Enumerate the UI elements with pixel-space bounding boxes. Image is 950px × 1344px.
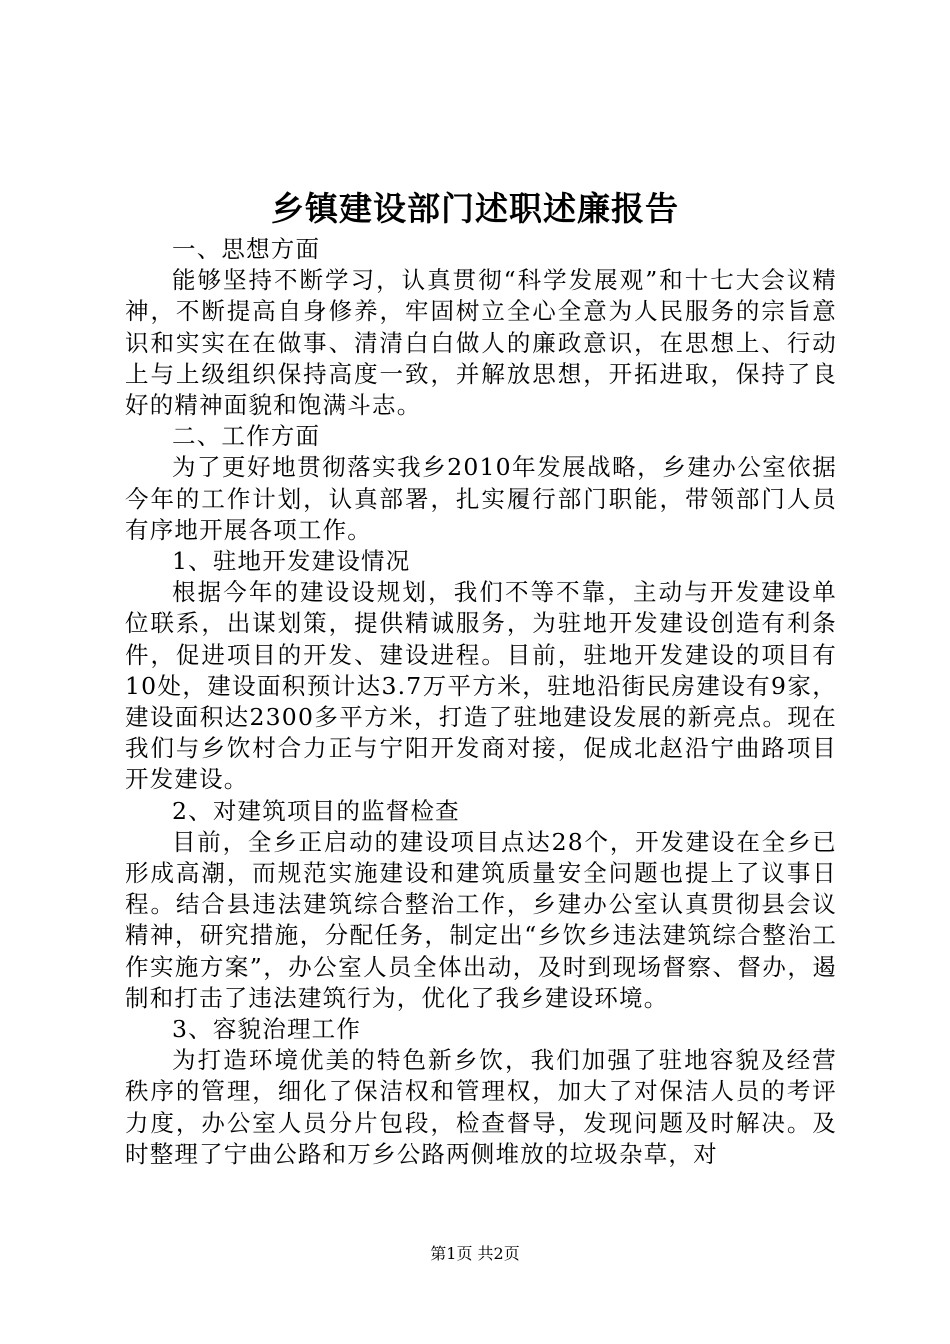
- section-heading-work: 二、工作方面: [172, 422, 321, 451]
- paragraph: 根据今年的建设设规划，我们不等不靠，主动与开发建设单位联系，出谋划策，提供精诚服务，为驻地开发建设创造有利条件，促进项目的开发、建设进程。目前，驻地开发建设的项目有10处，建设面积预计达3.7万平方米，驻地沿街民房建设有9家，建设面积达2300多平方米，打造了驻地建设发展的新亮点。现在我们与乡饮村合力正与宁阳开发商对接，促成北赵沿宁曲路项目开发建设。: [125, 578, 837, 794]
- document-title: 乡镇建设部门述职述廉报告: [271, 189, 679, 228]
- paragraph: 为打造环境优美的特色新乡饮，我们加强了驻地容貌及经营秩序的管理，细化了保洁权和管理权，加大了对保洁人员的考评力度，办公室人员分片包段，检查督导，发现问题及时解决。及时整理了宁曲公路和万乡公路两侧堆放的垃圾杂草，对: [125, 1046, 837, 1168]
- subsection-heading-development: 1、驻地开发建设情况: [172, 547, 411, 576]
- subsection-heading-supervision: 2、对建筑项目的监督检查: [172, 796, 460, 825]
- section-heading-thought: 一、思想方面: [172, 235, 321, 263]
- paragraph: 目前，全乡正启动的建设项目点达28个，开发建设在全乡已形成高潮，而规范实施建设和建筑质量安全问题也提上了议事日程。结合县违法建筑综合整治工作，乡建办公室认真贯彻县会议精神，研究措施，分配任务，制定出“乡饮乡违法建筑综合整治工作实施方案”，办公室人员全体出动，及时到现场督察、督办，遏制和打击了违法建筑行为，优化了我乡建设环境。: [125, 827, 837, 1012]
- page-number-footer: 第1页 共2页: [430, 1244, 520, 1263]
- paragraph: 为了更好地贯彻落实我乡2010年发展战略，乡建办公室依据今年的工作计划，认真部署，扎实履行部门职能，带领部门人员有序地开展各项工作。: [125, 453, 837, 544]
- document-body: [125, 234, 837, 1170]
- subsection-heading-appearance: 3、容貌治理工作: [172, 1015, 362, 1044]
- paragraph: 能够坚持不断学习，认真贯彻“科学发展观”和十七大会议精神，不断提高自身修养，牢固树立全心全意为人民服务的宗旨意识和实实在在做事、清清白白做人的廉政意识，在思想上、行动上与上级组织保持高度一致，并解放思想，开拓进取，保持了良好的精神面貌和饱满斗志。: [125, 266, 837, 420]
